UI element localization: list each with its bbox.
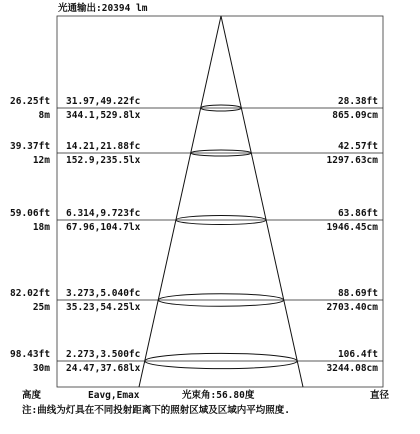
beam-angle-label: 光束角:56.80度 — [182, 390, 255, 401]
diameter-cm-label: 2703.40cm — [326, 302, 378, 313]
height-m-label: 18m — [32, 222, 50, 233]
height-ft-label: 98.43ft — [10, 349, 51, 360]
height-m-label: 12m — [32, 155, 50, 166]
lux-fc-label: 14.21,21.88fc — [66, 141, 141, 152]
cone-left-edge — [139, 16, 221, 387]
lux-fc-label: 6.314,9.723fc — [66, 208, 141, 219]
lux-lx-label: 152.9,235.5lx — [66, 155, 141, 166]
diagram-frame — [57, 16, 383, 387]
diameter-cm-label: 865.09cm — [332, 110, 378, 121]
flux-label: 光通输出:20394 lm — [58, 3, 148, 14]
cone-right-edge — [221, 16, 303, 387]
diameter-ft-label: 42.57ft — [337, 141, 378, 152]
height-ft-label: 39.37ft — [10, 141, 51, 152]
diameter-cm-label: 1297.63cm — [326, 155, 378, 166]
height-ft-label: 82.02ft — [10, 288, 51, 299]
diameter-cm-label: 1946.45cm — [326, 222, 378, 233]
footnote: 注:曲线为灯具在不同投射距离下的照射区域及区域内平均照度. — [22, 405, 290, 416]
height-m-label: 25m — [32, 302, 50, 313]
lux-fc-label: 3.273,5.040fc — [66, 288, 141, 299]
height-m-label: 30m — [32, 363, 50, 374]
lux-lx-label: 24.47,37.68lx — [66, 363, 141, 374]
lux-lx-label: 35.23,54.25lx — [66, 302, 141, 313]
diameter-ft-label: 28.38ft — [337, 96, 378, 107]
height-ft-label: 26.25ft — [10, 96, 51, 107]
lux-fc-label: 2.273,3.500fc — [66, 349, 141, 360]
lux-fc-label: 31.97,49.22fc — [66, 96, 141, 107]
lux-lx-label: 344.1,529.8lx — [66, 110, 141, 121]
diameter-ft-label: 88.69ft — [337, 288, 378, 299]
diameter-ft-label: 106.4ft — [337, 349, 378, 360]
height-column-label: 高度 — [22, 390, 42, 401]
lux-lx-label: 67.96,104.7lx — [66, 222, 141, 233]
height-ft-label: 59.06ft — [10, 208, 51, 219]
height-m-label: 8m — [38, 110, 50, 121]
diameter-cm-label: 3244.08cm — [326, 363, 378, 374]
eavg-column-label: Eavg,Emax — [88, 390, 140, 401]
diameter-ft-label: 63.86ft — [337, 208, 378, 219]
diameter-column-label: 直径 — [370, 390, 390, 401]
